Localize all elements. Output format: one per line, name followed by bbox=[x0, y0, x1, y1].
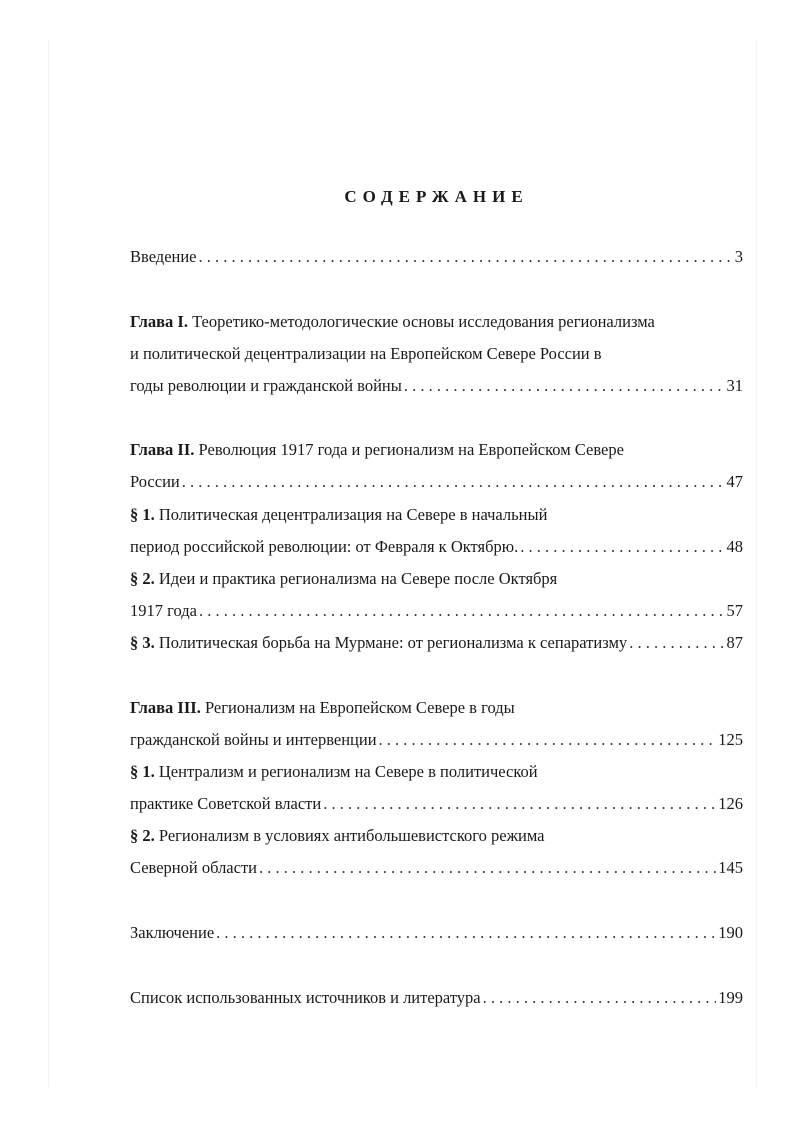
toc-label: гражданской войны и интервенции bbox=[130, 730, 377, 749]
toc-entry-ch3-section-1-line1[interactable] bbox=[130, 761, 743, 783]
toc-label: Регионализм на Европейском Севере в годы bbox=[204, 698, 515, 717]
page-number: 126 bbox=[718, 794, 743, 813]
toc-label: Введение bbox=[130, 247, 197, 266]
toc-entry-ch2-section-2-line2[interactable] bbox=[130, 600, 743, 622]
toc-label: практике Советской власти bbox=[130, 794, 322, 813]
toc-label: период российской революции: от Февраля к Октябрю. bbox=[130, 537, 519, 556]
toc-label: Идеи и практика регионализма на Севере после Октября bbox=[158, 569, 558, 588]
chapter-prefix: Глава II. bbox=[130, 440, 195, 459]
toc-entry-chapter-2-line1[interactable] bbox=[130, 439, 743, 461]
page-number: 3 bbox=[734, 247, 743, 266]
chapter-prefix: Глава III. bbox=[130, 698, 201, 717]
chapter-prefix: Глава I. bbox=[130, 312, 188, 331]
toc-label: годы революции и гражданской войны bbox=[130, 376, 402, 395]
toc-entry-sources[interactable] bbox=[130, 987, 743, 1009]
page-number: 125 bbox=[718, 730, 743, 749]
toc-entry-chapter-1-line3[interactable] bbox=[130, 375, 743, 397]
toc-entry-chapter-1-line1[interactable] bbox=[130, 311, 743, 333]
section-prefix: § 1. bbox=[130, 762, 155, 781]
toc-entry-conclusion[interactable] bbox=[130, 922, 743, 944]
toc-label: России bbox=[130, 472, 180, 491]
toc-entry-ch3-section-2-line1[interactable] bbox=[130, 825, 743, 847]
leader-dots bbox=[629, 632, 724, 654]
page-number: 48 bbox=[726, 537, 743, 556]
toc-label: и политической децентрализации на Европейском Севере России в bbox=[130, 344, 602, 363]
toc-label: Политическая децентрализация на Севере в начальный bbox=[158, 505, 548, 524]
section-prefix: § 2. bbox=[130, 826, 155, 845]
toc-entry-ch2-section-2-line1[interactable] bbox=[130, 568, 743, 590]
toc-label: Теоретико-методологические основы исследования регионализма bbox=[192, 312, 655, 331]
toc-entry-intro[interactable] bbox=[130, 246, 743, 268]
toc-entry-chapter-3-line1[interactable] bbox=[130, 697, 743, 719]
section-prefix: § 3. bbox=[130, 633, 155, 652]
toc-label: Революция 1917 года и регионализм на Европейском Севере bbox=[198, 440, 624, 459]
toc-label: Заключение bbox=[130, 923, 215, 942]
page-number: 31 bbox=[726, 376, 743, 395]
leader-dots bbox=[404, 375, 725, 397]
toc-entry-chapter-2-line2[interactable] bbox=[130, 471, 743, 493]
leader-dots bbox=[483, 987, 717, 1009]
page-title: СОДЕРЖАНИЕ bbox=[344, 187, 529, 206]
toc-entry-ch2-section-1-line2[interactable] bbox=[130, 536, 743, 558]
page-number: 199 bbox=[718, 988, 743, 1007]
page-number: 190 bbox=[718, 923, 743, 942]
section-prefix: § 1. bbox=[130, 505, 155, 524]
leader-dots bbox=[520, 536, 724, 558]
toc-entry-chapter-3-line2[interactable] bbox=[130, 729, 743, 751]
toc-label: 1917 года bbox=[130, 601, 197, 620]
section-prefix: § 2. bbox=[130, 569, 155, 588]
leader-dots bbox=[379, 729, 717, 751]
toc-label: Политическая борьба на Мурмане: от регионализма к сепаратизму bbox=[158, 633, 628, 652]
leader-dots bbox=[259, 857, 716, 879]
page-number: 57 bbox=[726, 601, 743, 620]
toc-label: Северной области bbox=[130, 858, 257, 877]
toc-entry-ch2-section-1-line1[interactable] bbox=[130, 504, 743, 526]
leader-dots bbox=[199, 600, 725, 622]
leader-dots bbox=[182, 471, 725, 493]
leader-dots bbox=[323, 793, 716, 815]
page-number: 145 bbox=[718, 858, 743, 877]
toc-label: Централизм и регионализм на Севере в политической bbox=[158, 762, 538, 781]
toc-entry-ch3-section-1-line2[interactable] bbox=[130, 793, 743, 815]
toc-label: Регионализм в условиях антибольшевистского режима bbox=[158, 826, 545, 845]
toc-label: Список использованных источников и литература bbox=[130, 988, 481, 1007]
page-number: 87 bbox=[726, 633, 743, 652]
leader-dots bbox=[216, 922, 716, 944]
page-number: 47 bbox=[726, 472, 743, 491]
leader-dots bbox=[199, 246, 733, 268]
toc-entry-ch3-section-2-line2[interactable] bbox=[130, 857, 743, 879]
toc-entry-ch2-section-3[interactable] bbox=[130, 632, 743, 654]
toc-entry-chapter-1-line2 bbox=[130, 343, 743, 365]
